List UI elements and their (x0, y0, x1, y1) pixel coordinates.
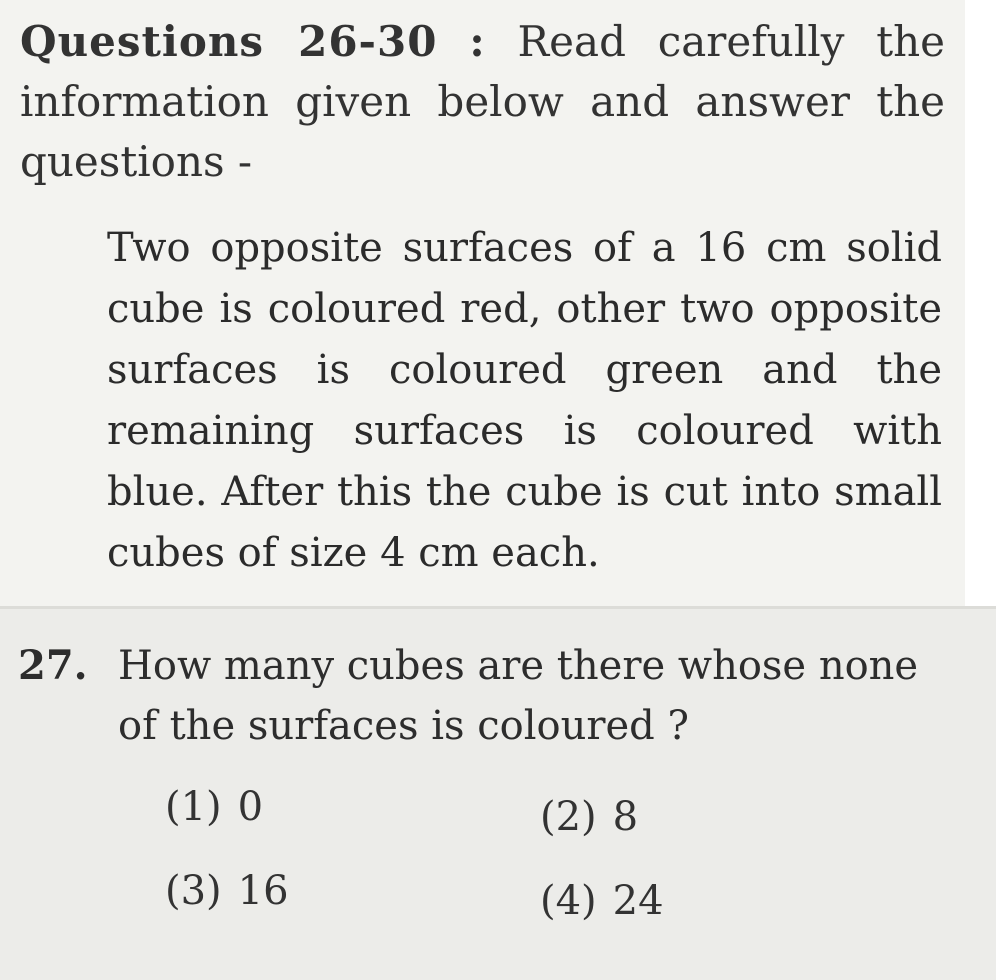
answer-option-4[interactable] (540, 876, 664, 926)
question-range: Questions 26-30 (20, 17, 438, 66)
option-label: (1) (165, 784, 222, 830)
question-number: 27. (18, 642, 88, 689)
option-label: (4) (540, 878, 597, 924)
answer-option-1[interactable] (165, 782, 263, 832)
section-divider (0, 606, 996, 609)
information-passage: Two opposite surfaces of a 16 cm solid cube is coloured red, other two opposite surfaces is coloured green and the remaining surfaces is coloured with blue. After this the cube is cut into small cubes of size 4 cm each. (107, 225, 942, 576)
option-label: (2) (540, 794, 597, 840)
option-value: 16 (237, 868, 289, 914)
questions-heading (20, 12, 945, 192)
page-margin-strip (965, 0, 996, 608)
answer-option-3[interactable] (165, 866, 289, 916)
heading-instruction: Read carefully the information given below and answer the questions - (20, 17, 945, 186)
option-label: (3) (165, 868, 222, 914)
option-value: 24 (612, 878, 664, 924)
question-text: How many cubes are there whose none of the surfaces is coloured ? (118, 643, 919, 749)
option-value: 8 (612, 794, 639, 840)
answer-option-2[interactable] (540, 792, 638, 842)
question-27 (18, 636, 958, 756)
option-value: 0 (237, 784, 264, 830)
heading-separator: : (469, 17, 486, 66)
